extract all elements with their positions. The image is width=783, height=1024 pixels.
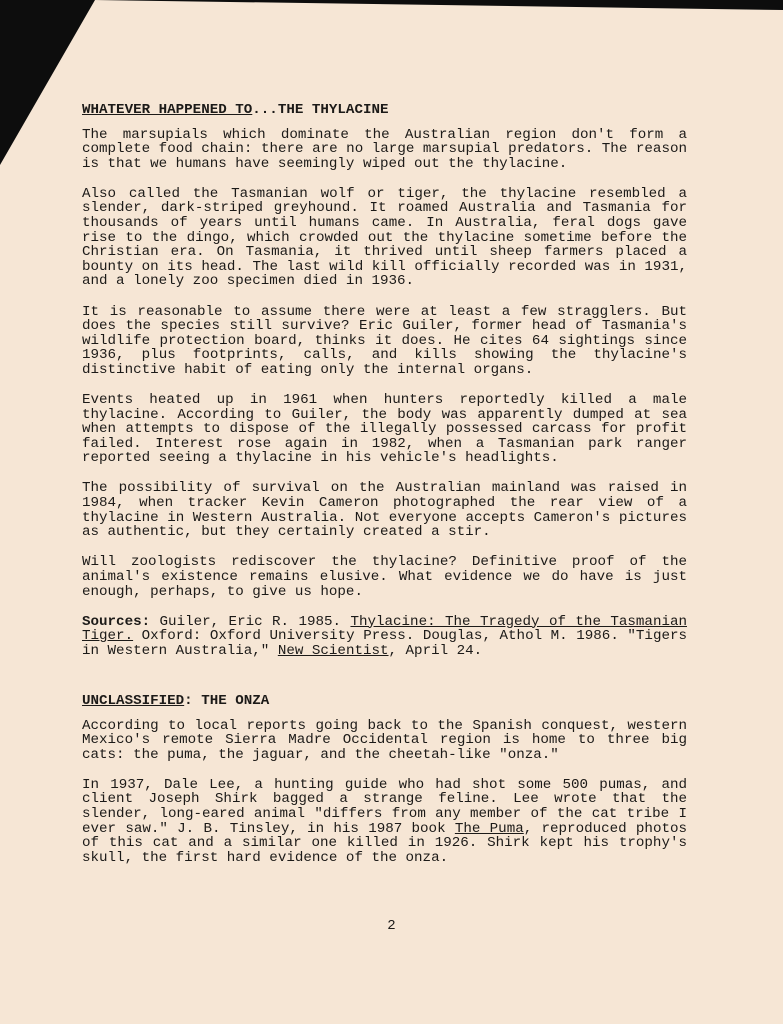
thylacine-paragraph: The marsupials which dominate the Australian region don't form a complete food chain: there are no large marsupial predators. The reason is that we humans have seemingly wiped out the thylacine.	[82, 126, 687, 172]
onza-heading: UNCLASSIFIED: THE ONZA	[82, 692, 270, 709]
page-number: 2	[387, 918, 396, 934]
onza-paragraph: In 1937, Dale Lee, a hunting guide who had shot some 500 pumas, and client Joseph Shirk bagged a strange feline. Lee wrote that the slender, long-eared animal "differs from any member of the cat tribe I ever saw." J. B. Tinsley, in his 1987 book The Puma, reproduced photos of this cat and a similar one killed in 1926. Shirk kept his trophy's skull, the first hard evidence of the onza.	[82, 776, 687, 866]
thylacine-paragraph: Events heated up in 1961 when hunters reportedly killed a male thylacine. According to Guiler, the body was apparently dumped at sea when attempts to dispose of the illegally possessed carcass for profit failed. Interest rose again in 1982, when a Tasmanian park ranger reported seeing a thylacine in his vehicle's headlights.	[82, 392, 687, 467]
thylacine-paragraph: Will zoologists rediscover the thylacine? Definitive proof of the animal's existence remains elusive. What evidence we do have is just enough, perhaps, to give us hope.	[82, 554, 687, 600]
sources-citation: Sources: Guiler, Eric R. 1985. Thylacine: The Tragedy of the Tasmanian Tiger. Oxford: Oxford University Press. Douglas, Athol M. 1986. "Tigers in Western Australia," New Scientist, April 24.	[82, 613, 687, 659]
onza-paragraph: According to local reports going back to the Spanish conquest, western Mexico's remote Sierra Madre Occidental region is home to three big cats: the puma, the jaguar, and the cheetah-like "onza."	[82, 717, 687, 763]
thylacine-paragraph: Also called the Tasmanian wolf or tiger, the thylacine resembled a slender, dark-striped greyhound. It roamed Australia and Tasmania for thousands of years until humans came. In Australia, feral dogs gave rise to the dingo, which crowded out the thylacine sometime before the Christian era. On Tasmania, it thrived until sheep farmers placed a bounty on its head. The last wild kill officially recorded was in 1931, and a lonely zoo specimen died in 1936.	[82, 185, 687, 290]
thylacine-heading: WHATEVER HAPPENED TO...THE THYLACINE	[82, 102, 389, 118]
page-text-block	[82, 103, 687, 881]
thylacine-paragraph: The possibility of survival on the Australian mainland was raised in 1984, when tracker Kevin Cameron photographed the rear view of a thylacine in Western Australia. Not everyone accepts Cameron's pictures as authentic, but they certainly created a stir.	[82, 480, 687, 541]
thylacine-paragraph: It is reasonable to assume there were at least a few stragglers. But does the species still survive? Eric Guiler, former head of Tasmania's wildlife protection board, thinks it does. He cites 64 sightings since 1936, plus footprints, calls, and kills showing the thylacine's distinctive habit of eating only the internal organs.	[82, 303, 687, 378]
